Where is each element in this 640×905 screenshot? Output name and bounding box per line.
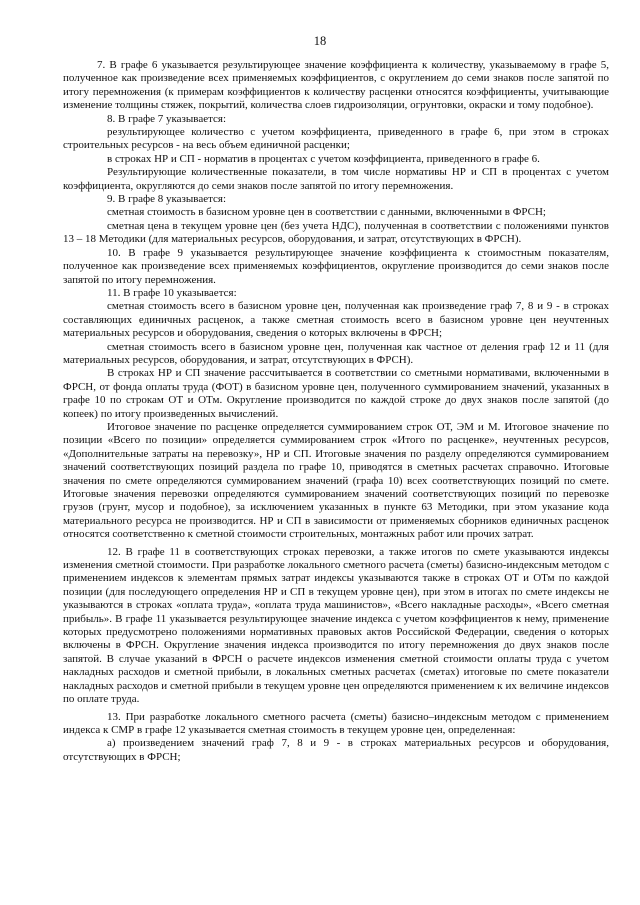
paragraph-11-totals: Итоговое значение по расценке определяется суммированием строк ОТ, ЭМ и М. Итоговое значение по позиции «Всего по позиции» определяется суммированием строк «Итого по расценке», неучтенных ресурсов, «Дополнительные затраты на перевозку», НР и СП. Итоговые значения по разделу определяются суммированием значений соответствующих позиций раздела по графе 10, приводятся в сметных расчетах справочно. Итоговые значения по смете определяются суммированием значений (графа 10) всех соответствующих позиций по смете. Итоговые значения перевозки определяются суммированием значений соответствующих позиций по перевозке грузов (грунт, мусор и подобное), за исключением указанных в пункте 63 Методики, при этом указание кода материального ресурса не производится. НР и СП в зависимости от применяемых сборников единичных расценок относятся соответственно к сметной стоимости строительных, монтажных работ или прочих затрат. — [63, 420, 609, 541]
page-number: 18 — [313, 34, 327, 48]
paragraph-9-heading: 9. В графе 8 указывается: — [107, 193, 227, 206]
paragraph-9-item-2: сметная цена в текущем уровне цен (без учета НДС), полученная в соответствии с положениями пунктов 13 – 18 Методики (для материальных ресурсов, оборудования, и затрат, отсутствующих в ФРСН). — [63, 219, 609, 246]
document-body — [63, 59, 609, 764]
paragraph-11-item-1: сметная стоимость всего в базисном уровне цен, полученная как произведение граф 7, 8 и 9 - в строках составляющих единичных расценок, а также сметная стоимость всего в базисном уровне цен неучтенных материальных ресурсов и оборудования, сведения о которых включены в ФРСН; — [63, 300, 609, 340]
paragraph-8-note: Результирующие количественные показатели, в том числе нормативы НР и СП в процентах с учетом коэффициента, округляются до семи знаков после запятой по итогу перемножения. — [63, 166, 609, 192]
paragraph-7: 7. В графе 6 указывается результирующее значение коэффициента к количеству, указываемому в графе 5, полученное как произведение всех применяемых коэффициентов, с округлением до семи знаков после запятой по итогу перемножения (к примерам коэффициентов к количеству расценки относятся коэффициенты, учитывающие изменение толщины стяжек, покрытий, количества слоев гидроизоляции, огрунтовки, окраски и тому подобное). — [63, 59, 609, 112]
paragraph-8-heading: 8. В графе 7 указывается: — [107, 112, 227, 125]
paragraph-13-item-a: а) произведением значений граф 7, 8 и 9 - в строках материальных ресурсов и оборудования, отсутствующих в ФРСН; — [63, 737, 609, 763]
paragraph-11-nr-sp: В строках НР и СП значение рассчитывается в соответствии со сметными нормативами, включенными в ФРСН, от фонда оплаты труда (ФОТ) в базисном уровне цен, полученного суммированием значений, указанных в графе 10 по строкам ОТ и ОТм. Округление производится по каждой строке до двух знаков после запятой (до копеек) по итогу произведенных вычислений. — [63, 367, 609, 420]
paragraph-8-item-1: результирующее количество с учетом коэффициента, приведенного в графе 6, при этом в строках строительных ресурсов - на весь объем единичной расценки; — [63, 126, 609, 152]
paragraph-12: 12. В графе 11 в соответствующих строках перевозки, а также итогов по смете указываются индексы изменения сметной стоимости. При разработке локального сметного расчета (сметы) базисно-индексным методом с применением индексов к элементам прямых затрат индексы указываются также в строках ОТ и ОТм по каждой позиции (для последующего определения НР и СП в текущем уровне цен), при этом в итогах по смете индексы не указываются в строках «оплата труда», «оплата труда машинистов», «Всего накладные расходы», «Всего сметная прибыль». В графе 11 указывается результирующее значение индекса с учетом коэффициентов к нему, применение которых предусмотрено положениями нормативных правовых актов Российской Федерации, сведения о которых включены в ФРСН. Округление значения индекса производится по итогу перемножения до двух знаков после запятой. В случае указаний в ФРСН о расчете индексов изменения сметной стоимости оплаты труда с учетом накладных расходов и сметной прибыли, в локальных сметных расчетах (сметах) итоговые по смете показатели накладных расходов и сметной прибыли в текущем уровне цен определяются применением к их величине индексов по оплате труда. — [63, 545, 609, 706]
paragraph-13: 13. При разработке локального сметного расчета (сметы) базисно–индексным методом с применением индекса к СМР в графе 12 указывается сметная стоимость в текущем уровне цен, определенная: — [63, 710, 609, 736]
paragraph-9-item-1: сметная стоимость в базисном уровне цен в соответствии с данными, включенными в ФРСН; — [107, 206, 546, 219]
paragraph-8-item-2: в строках НР и СП - норматив в процентах с учетом коэффициента, приведенного в графе 6. — [107, 152, 540, 165]
paragraph-11-item-2: сметная стоимость всего в базисном уровне цен, полученная как частное от деления граф 12 и 11 (для материальных ресурсов, оборудования, и затрат, отсутствующих в ФРСН). — [63, 340, 609, 366]
paragraph-11-heading: 11. В графе 10 указывается: — [107, 286, 237, 299]
paragraph-10: 10. В графе 9 указывается результирующее значение коэффициента к стоимостным показателям, полученное как произведение всех применяемых коэффициентов, округление производится до семи знаков после запятой по итогу перемножения. — [63, 246, 609, 286]
